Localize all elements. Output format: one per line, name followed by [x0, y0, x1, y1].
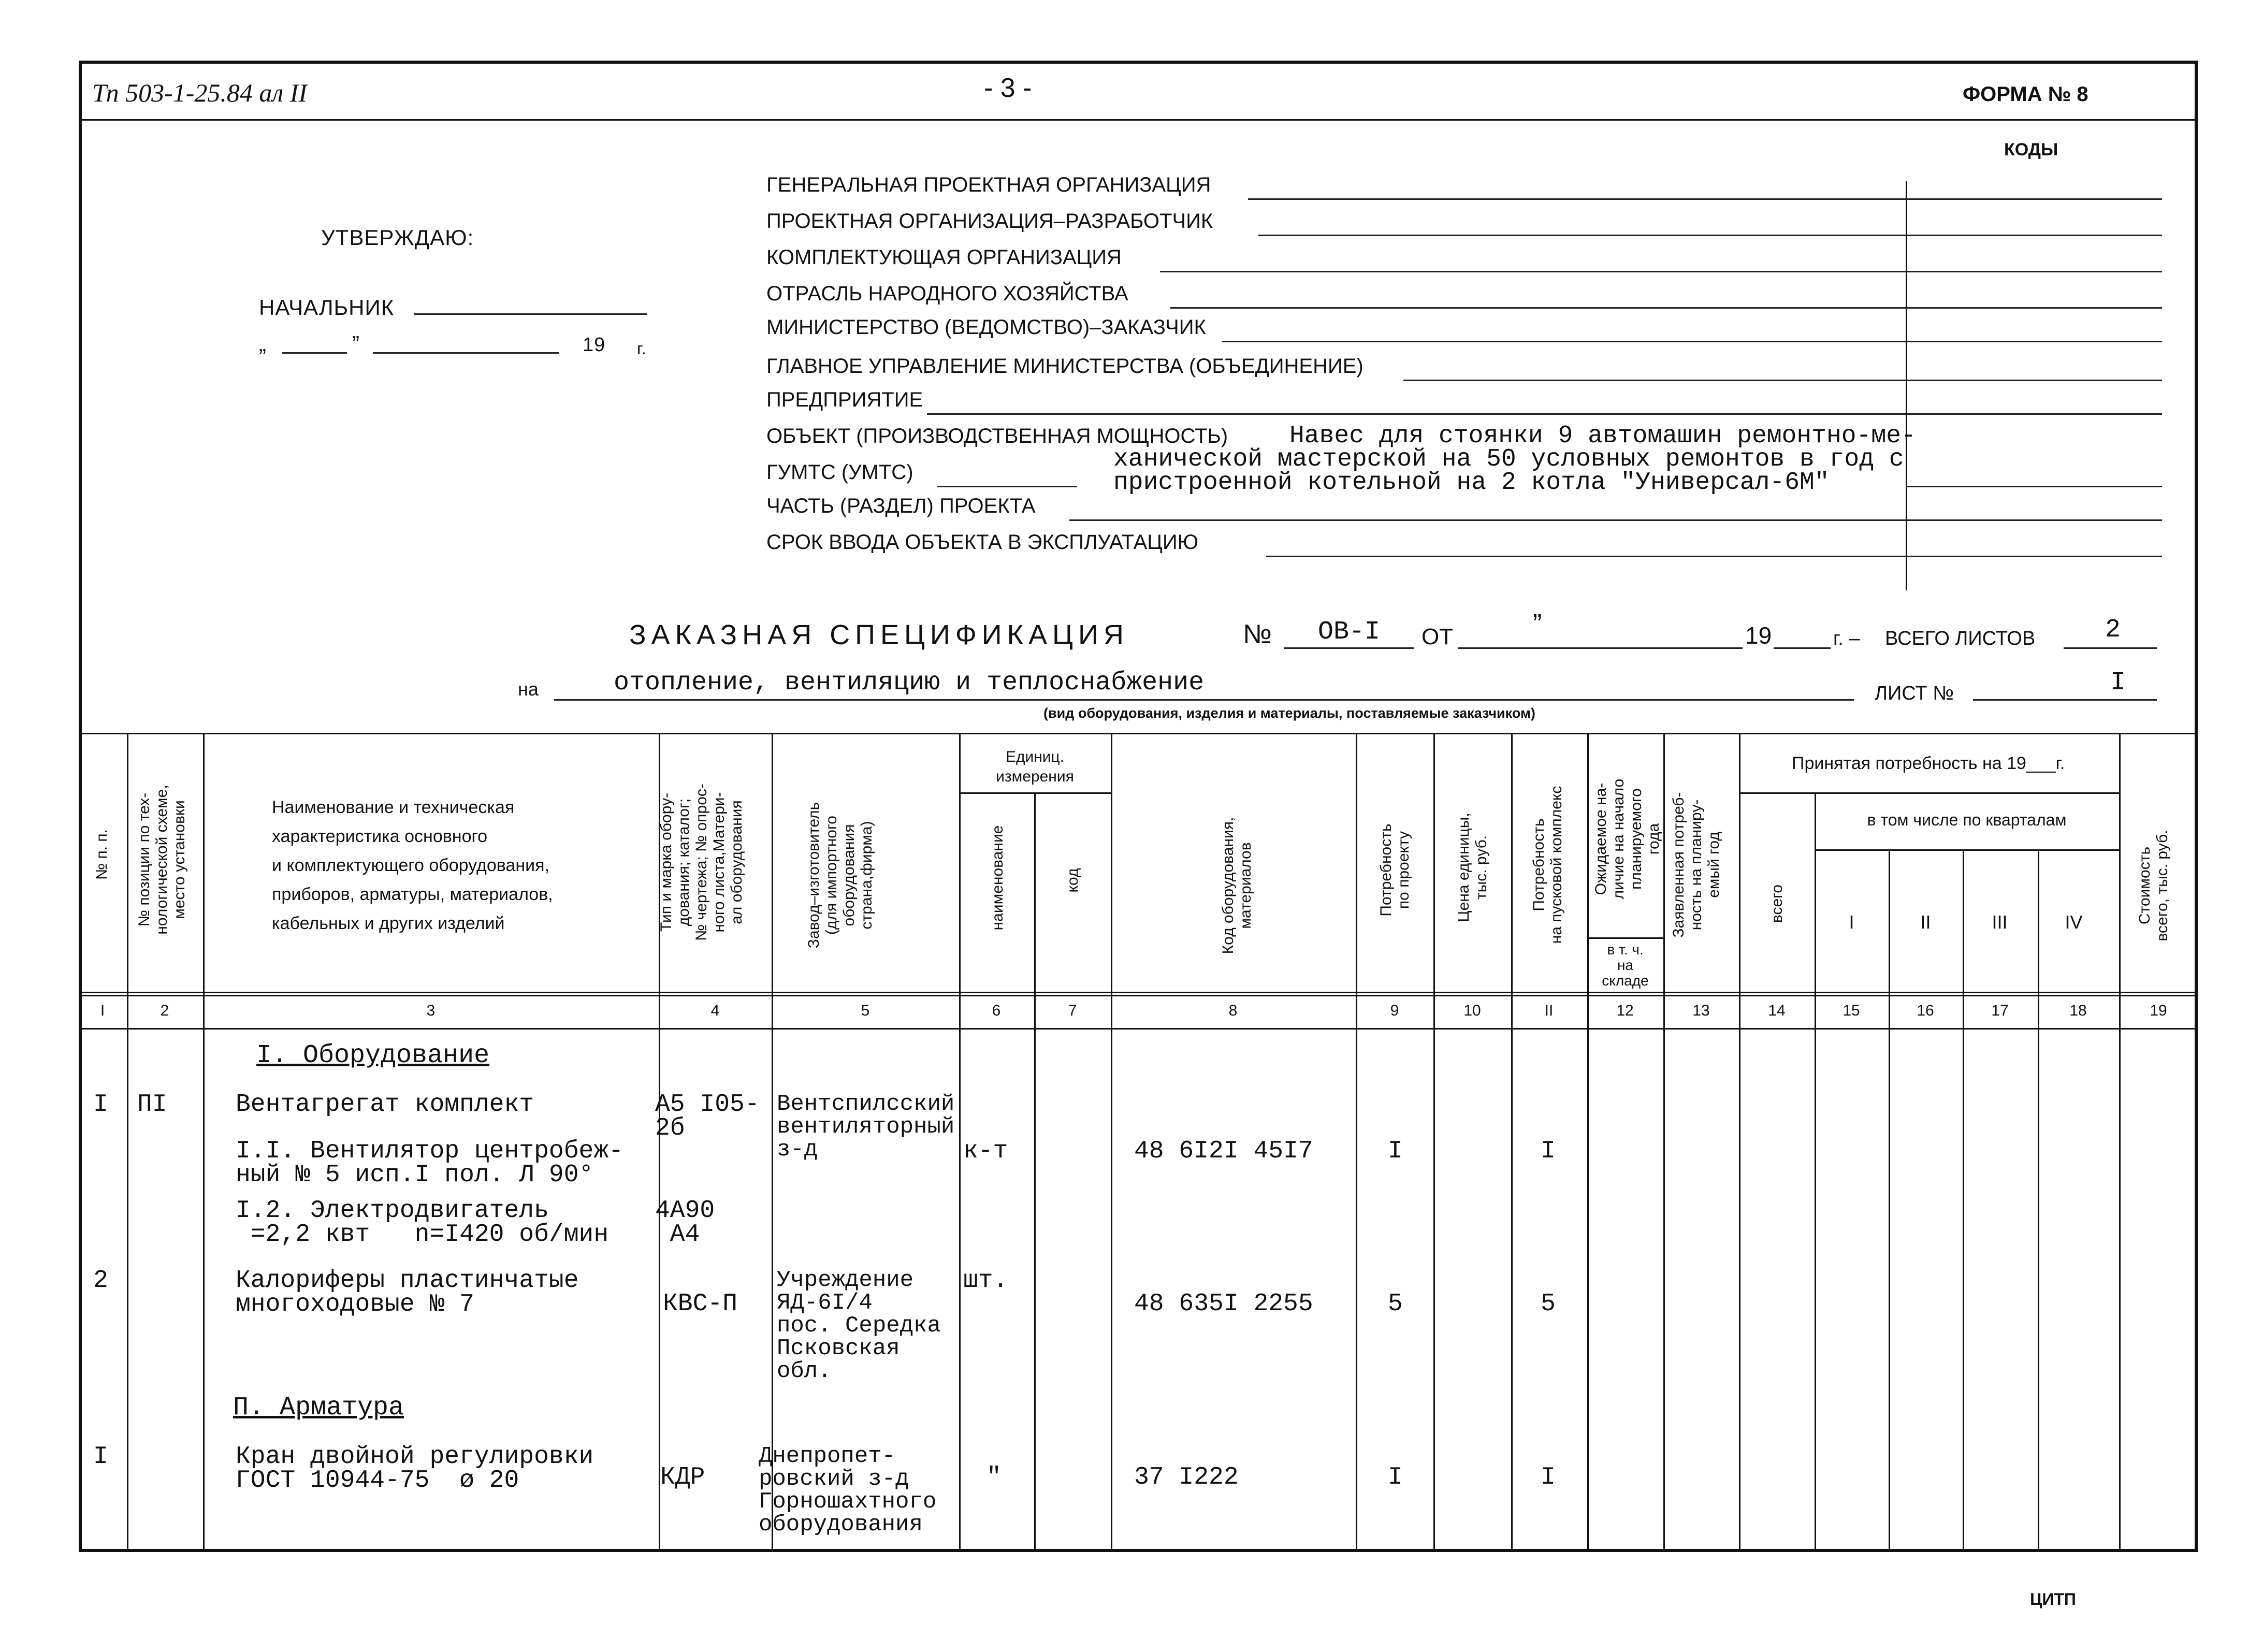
- spec-from-label: ОТ: [1421, 624, 1454, 649]
- year-label: 19: [583, 334, 606, 356]
- col8-header-line: Код оборудования,: [1220, 817, 1237, 954]
- column-number: 7: [1068, 1002, 1077, 1019]
- spec-year: 19: [1745, 622, 1772, 649]
- row3-type: КДР: [660, 1463, 705, 1491]
- spec-year-suffix: г. –: [1833, 628, 1860, 649]
- column-number: II: [1544, 1002, 1554, 1019]
- date-quote-close: ”: [352, 331, 360, 356]
- row2-code: 48 635I 2255: [1134, 1290, 1313, 1318]
- footer-stamp: ЦИТП: [2030, 1590, 2076, 1608]
- document-reference: Тп 503-1-25.84 ал II: [92, 78, 308, 107]
- col3-header-line: и комплектующего оборудования,: [272, 856, 550, 875]
- subject-line[interactable]: [554, 699, 1854, 701]
- row1-1-unit: к-т: [963, 1137, 1008, 1165]
- chief-signature-line[interactable]: [414, 313, 647, 315]
- col12-header: [1592, 746, 1663, 932]
- stock-subheader-line: [1587, 937, 1663, 939]
- col5-header-line: (для импортного: [823, 816, 840, 935]
- col5-header-line: Завод–изготовитель: [805, 802, 822, 949]
- table-column-divider: [127, 733, 128, 1552]
- col12-header-line: планируемого: [1628, 788, 1645, 890]
- col5-header-line: оборудования: [840, 824, 858, 926]
- row1-2-type: 4А90 А4: [655, 1197, 715, 1249]
- spec-no-value: ОВ-I: [1318, 617, 1381, 647]
- col3-header-line: характеристика основного: [272, 827, 488, 846]
- enterprise-label: ПРЕДПРИЯТИЕ: [766, 388, 923, 411]
- col3-header-line: приборов, арматуры, материалов,: [272, 885, 553, 904]
- year-suffix: г.: [637, 339, 647, 358]
- col2-header: [136, 741, 188, 979]
- row3-name: Кран двойной регулировки ГОСТ 10944-75 ø 20: [236, 1443, 594, 1495]
- column-number: 6: [992, 1002, 1001, 1019]
- ministry-customer-label: МИНИСТЕРСТВО (ВЕДОМСТВО)–ЗАКАЗЧИК: [766, 316, 1206, 339]
- quarters-header: в том числе по кварталам: [1867, 810, 2067, 829]
- row3-factory: Днепропет- ровский з-д Горношахтного оборудования: [759, 1443, 937, 1538]
- row1-1-code: 48 6I2I 45I7: [1134, 1137, 1313, 1165]
- sheet-no-value: I: [2110, 668, 2126, 698]
- row1-1-need: I: [1388, 1137, 1403, 1165]
- total-sheets-line[interactable]: [2064, 647, 2157, 649]
- column-number: 10: [1463, 1002, 1481, 1019]
- table-column-divider: [1889, 849, 1890, 1552]
- sheet-label: ЛИСТ №: [1875, 683, 1954, 704]
- col5-header: [805, 766, 876, 984]
- row1-position: ПI: [137, 1091, 167, 1119]
- codes-column-divider: [1906, 181, 1907, 590]
- spec-date-line[interactable]: [1458, 647, 1743, 649]
- table-column-divider: [2119, 733, 2121, 1552]
- col6-header-line: наименование: [989, 825, 1006, 931]
- row2-unit: шт.: [963, 1267, 1008, 1295]
- col9-header-line: по проекту: [1395, 831, 1412, 909]
- spec-note: (вид оборудования, изделия и материалы, поставляемые заказчиком): [1043, 705, 1535, 721]
- table-column-divider: [772, 733, 773, 1552]
- row1-factory: Вентспилсский вентиляторный з-д: [777, 1091, 955, 1163]
- commissioning-date-label: СРОК ВВОДА ОБЪЕКТА В ЭКСПЛУАТАЦИЮ: [766, 531, 1199, 554]
- table-column-divider: [1815, 792, 1816, 1552]
- col12-stock-line: на: [1617, 957, 1634, 973]
- column-number: 14: [1768, 1002, 1786, 1019]
- row2-factory: Учреждение ЯД-6I/4 пос. Середка Псковская обл.: [777, 1267, 941, 1384]
- commissioning-date-line[interactable]: [1266, 556, 2162, 557]
- col1-header-line: № п. п.: [93, 829, 110, 880]
- ministry-directorate-label: ГЛАВНОЕ УПРАВЛЕНИЕ МИНИСТЕРСТВА (ОБЪЕДИНЕНИЕ): [766, 355, 1363, 378]
- col9-header-line: Потребность: [1377, 823, 1395, 917]
- units-header-line: измерения: [996, 768, 1074, 785]
- table-column-divider: [1963, 849, 1964, 1552]
- row1-number: I: [93, 1091, 108, 1119]
- col11-header: [1530, 746, 1565, 984]
- accepted-subheader-line: [1739, 792, 2119, 794]
- approve-label: УТВЕРЖДАЮ:: [321, 225, 474, 250]
- col2-header-line: № позиции по тех-: [136, 792, 153, 927]
- economy-branch-line[interactable]: [1170, 307, 2162, 309]
- column-number: 12: [1616, 1002, 1634, 1019]
- table-column-divider: [1433, 733, 1435, 1552]
- table-column-divider: [1111, 733, 1112, 1552]
- table-column-divider: [1739, 733, 1740, 1552]
- col14-header-line: всего: [1768, 884, 1786, 923]
- table-top-border: [79, 733, 2198, 734]
- col3-header-line: Наименование и техническая: [272, 798, 515, 817]
- col12-stock-line: складе: [1602, 973, 1649, 989]
- table-column-divider: [1663, 733, 1665, 1552]
- column-number: 19: [2150, 1002, 2167, 1019]
- row2-name: Калориферы пластинчатые многоходовые № 7: [236, 1267, 579, 1318]
- table-column-divider: [1356, 733, 1357, 1552]
- table-column-divider: [1511, 733, 1513, 1552]
- col10-header-line: Цена единицы,: [1455, 813, 1472, 922]
- table-column-divider: [1587, 733, 1589, 1552]
- col4-header-line: Тип и марка обору-: [658, 792, 675, 932]
- column-number: I: [100, 1002, 105, 1019]
- section-equipment: I. Оборудование: [256, 1041, 490, 1070]
- col19-header-line: всего, тыс. руб.: [2154, 830, 2171, 941]
- column-number: 8: [1228, 1002, 1238, 1019]
- table-column-divider: [203, 733, 205, 1552]
- ministry-directorate-line[interactable]: [1403, 380, 2162, 381]
- quarter-2-header: II: [1920, 911, 1931, 933]
- col13-header-line: ность на планиру-: [1688, 799, 1705, 931]
- col4-header-line: ал оборудования: [728, 800, 745, 924]
- completing-org-label: КОМПЛЕКТУЮЩАЯ ОРГАНИЗАЦИЯ: [766, 246, 1122, 269]
- chief-label: НАЧАЛЬНИК: [259, 295, 395, 320]
- spec-year-line[interactable]: [1774, 647, 1831, 649]
- column-number: 17: [1991, 1002, 2009, 1019]
- spec-subject: отопление, вентиляцию и теплоснабжение: [614, 668, 1205, 698]
- spec-no-label: №: [1243, 619, 1272, 649]
- row1-name: Вентагрегат комплект: [236, 1091, 534, 1119]
- column-number: 13: [1692, 1002, 1710, 1019]
- quarter-3-header: III: [1992, 911, 2008, 933]
- gumts-line[interactable]: [937, 486, 1077, 487]
- row2-number: 2: [93, 1267, 108, 1295]
- table-column-divider: [1034, 792, 1036, 1552]
- col4-header: [658, 738, 746, 987]
- total-sheets-label: ВСЕГО ЛИСТОВ: [1885, 628, 2036, 649]
- row3-code: 37 I222: [1134, 1463, 1239, 1491]
- col8-header: [1220, 803, 1255, 968]
- quarters-subheader-line: [1815, 849, 2119, 851]
- col13-header-line: Заявленная потреб-: [1670, 792, 1687, 938]
- table-column-divider: [2038, 849, 2039, 1552]
- col19-header: [2136, 792, 2171, 979]
- col9-header: [1377, 803, 1413, 937]
- gumts-label: ГУМТС (УМТС): [766, 461, 913, 484]
- col2-header-line: место установки: [171, 800, 188, 919]
- column-number: 15: [1843, 1002, 1860, 1019]
- row2-need: 5: [1388, 1290, 1403, 1318]
- row2-start: 5: [1541, 1290, 1556, 1318]
- column-number: 4: [710, 1002, 720, 1019]
- design-org-developer-label: ПРОЕКТНАЯ ОРГАНИЗАЦИЯ–РАЗРАБОТЧИК: [766, 210, 1213, 233]
- col19-header-line: Стоимость: [2136, 846, 2153, 925]
- col7-header-line: код: [1064, 868, 1081, 893]
- general-design-org-label: ГЕНЕРАЛЬНАЯ ПРОЕКТНАЯ ОРГАНИЗАЦИЯ: [766, 173, 1211, 196]
- row2-type: КВС-П: [663, 1290, 738, 1318]
- object-capacity-label: ОБЪЕКТ (ПРОИЗВОДСТВЕННАЯ МОЩНОСТЬ): [766, 425, 1228, 447]
- completing-org-line[interactable]: [1160, 271, 2162, 272]
- col1-header: [93, 777, 111, 932]
- col10-header-line: тыс. руб.: [1473, 835, 1490, 900]
- spec-no-line[interactable]: [1284, 647, 1414, 649]
- units-header-line: Единиц.: [1005, 748, 1065, 765]
- header-divider: [79, 119, 2198, 121]
- object-text-line-1: Навес для стоянки 9 автомашин ремонтно-ме-: [1289, 422, 1916, 450]
- section-fittings: П. Арматура: [233, 1393, 404, 1423]
- row1-1-name: I.I. Вентилятор центробеж- ный № 5 исп.I пол. Л 90°: [236, 1137, 623, 1189]
- date-day-line[interactable]: [282, 352, 347, 354]
- row1-type: А5 I05- 2б: [655, 1091, 760, 1142]
- row3-unit: ": [987, 1463, 1002, 1491]
- col12-header-line: года: [1645, 823, 1662, 855]
- row3-number: I: [93, 1443, 108, 1471]
- page-number: - 3 -: [984, 73, 1032, 103]
- design-org-developer-line[interactable]: [1258, 235, 2162, 236]
- general-design-org-line[interactable]: [1248, 198, 2162, 200]
- date-month-line[interactable]: [373, 352, 559, 354]
- table-column-divider: [959, 733, 961, 1552]
- col12-header-line: Ожидаемое на-: [1592, 782, 1609, 895]
- col2-header-line: нологической схеме,: [153, 785, 170, 935]
- row3-need: I: [1388, 1463, 1403, 1491]
- row1-2-name: I.2. Электродвигатель =2,2 квт n=I420 об/мин: [236, 1197, 609, 1249]
- column-number: 16: [1917, 1002, 1934, 1019]
- sheet-no-line[interactable]: [1973, 699, 2157, 701]
- date-quote-open: „: [259, 331, 267, 356]
- col11-header-line: на пусковой комплекс: [1548, 786, 1565, 944]
- project-part-line[interactable]: [1069, 519, 2162, 521]
- table-header-bottom: [79, 992, 2198, 993]
- total-sheets-value: 2: [2105, 615, 2121, 645]
- enterprise-line[interactable]: [927, 413, 2162, 415]
- row1-1-start: I: [1541, 1137, 1556, 1165]
- col13-header: [1670, 746, 1723, 984]
- col14-header: [1768, 870, 1786, 937]
- col13-header-line: емый год: [1705, 832, 1722, 898]
- codes-label: КОДЫ: [2004, 140, 2058, 160]
- column-number: 2: [160, 1002, 169, 1019]
- col11-header-line: Потребность: [1530, 818, 1547, 911]
- ministry-customer-line[interactable]: [1222, 341, 2162, 342]
- column-number: 18: [2069, 1002, 2087, 1019]
- table-header-bottom-double: [79, 995, 2198, 996]
- spec-title: ЗАКАЗНАЯ СПЕЦИФИКАЦИЯ: [629, 619, 1129, 650]
- column-number-row-bottom: [79, 1028, 2198, 1030]
- column-number: 9: [1390, 1002, 1399, 1019]
- col5-header-line: страна,фирма): [858, 821, 875, 930]
- on-label: на: [518, 678, 539, 700]
- column-number: 5: [861, 1002, 870, 1019]
- project-part-label: ЧАСТЬ (РАЗДЕЛ) ПРОЕКТА: [766, 495, 1036, 517]
- col7-header: [1064, 860, 1082, 901]
- col4-header-line: ного листа,Матери-: [710, 792, 728, 933]
- economy-branch-label: ОТРАСЛЬ НАРОДНОГО ХОЗЯЙСТВА: [766, 282, 1128, 305]
- quarter-1-header: I: [1849, 911, 1854, 933]
- col10-header: [1455, 808, 1490, 927]
- col4-header-line: дования; каталог;: [675, 798, 692, 926]
- col12-header-line: личие на начало: [1610, 778, 1627, 900]
- quarter-4-header: IV: [2065, 911, 2083, 933]
- col12-stock-line: в т. ч.: [1607, 941, 1644, 958]
- col3-header-line: кабельных и других изделий: [272, 914, 505, 933]
- row3-start: I: [1541, 1463, 1556, 1491]
- col6-header: [989, 813, 1007, 943]
- column-number: 3: [426, 1002, 436, 1019]
- gumts-code-line[interactable]: [1906, 486, 2162, 487]
- col4-header-line: № чертежа; № опрос-: [693, 784, 710, 941]
- form-number: ФОРМА № 8: [1963, 83, 2088, 106]
- object-text-line-3: пристроенной котельной на 2 котла "Универсал-6М": [1113, 469, 1830, 497]
- spec-date-quote: ”: [1533, 609, 1542, 639]
- accepted-header: Принятая потребность на 19___г.: [1792, 753, 2065, 773]
- col8-header-line: материалов: [1237, 842, 1254, 929]
- object-text-line-2: ханической мастерской на 50 условных ремонтов в год с: [1113, 445, 1904, 473]
